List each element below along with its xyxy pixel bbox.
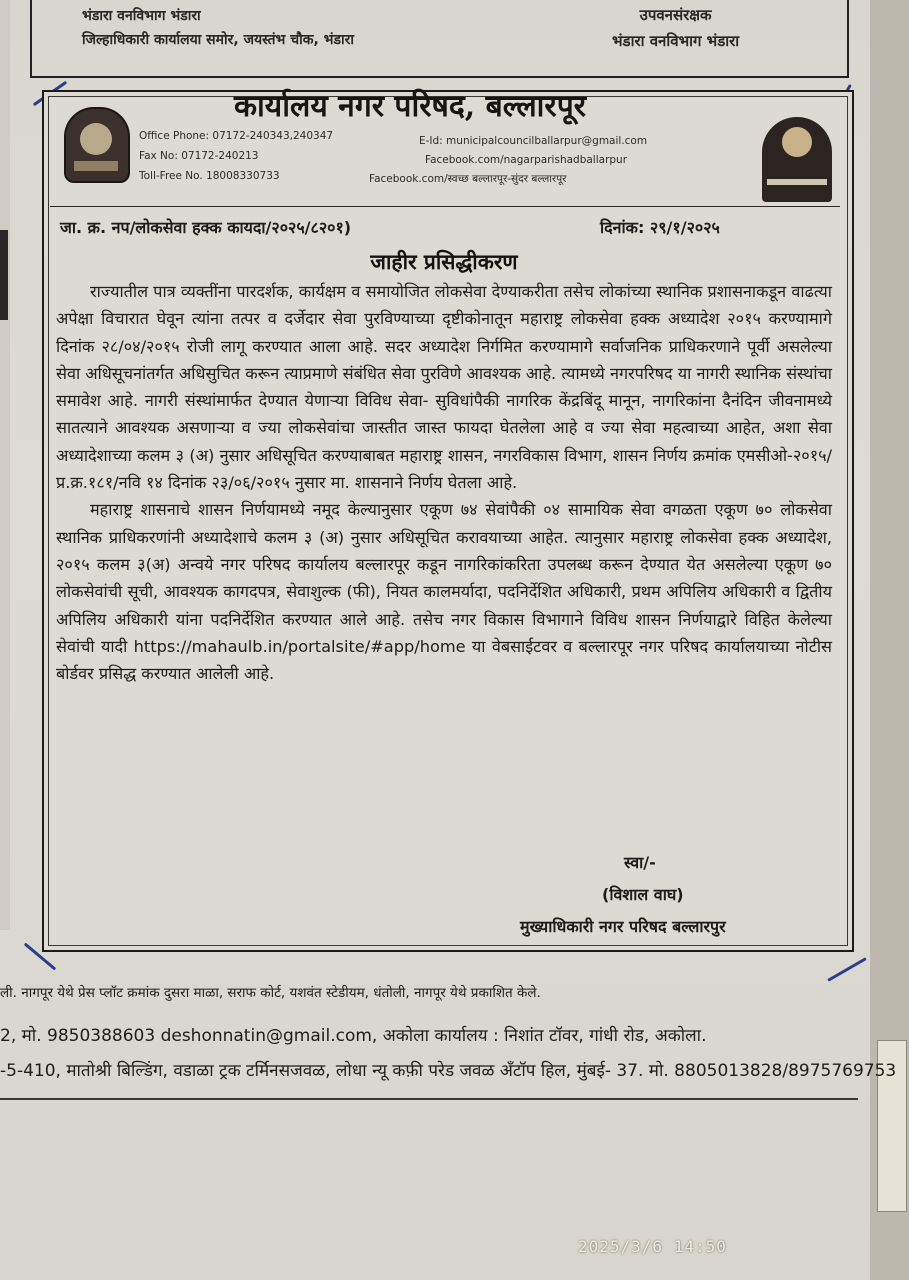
signatory-designation: मुख्याधिकारी नगर परिषद बल्लारपुर — [520, 917, 726, 936]
public-notice — [42, 90, 854, 952]
swachh-logo-icon — [762, 117, 832, 202]
council-emblem-icon — [64, 107, 130, 183]
photo-timestamp: 2025/3/6 14:50 — [578, 1237, 727, 1256]
imprint-line-2: 2, मो. 9850388603 deshonnatin@gmail.com, अकोला कार्यालय : निशांत टॉवर, गांधी रोड, अकोला. — [0, 1026, 707, 1046]
signature-mark: स्वा/- — [624, 853, 656, 872]
imprint-line-3: -5-410, मातोश्री बिल्डिंग, वडाळा ट्रक टर्मिनसजवळ, लोधा न्यू कफ़ी परेड जवळ अँटॉप हिल, मुंबई- 37. मो. 8805013828/8975769753 — [0, 1061, 897, 1081]
imprint-line-1: ली. नागपूर येथे प्रेस प्लॉट क्रमांक दुसरा माळा, सराफ कोर्ट, यशवंत स्टेडीयम, धंतोली, नागपूर येथे प्रकाशित केले. — [0, 985, 541, 1001]
signatory-name: (विशाल वाघ) — [602, 885, 684, 904]
divider — [0, 1098, 858, 1100]
paragraph-2: महाराष्ट्र शासनाचे शासन निर्णयामध्ये नमूद केल्यानुसार एकूण ७४ सेवांपैकी ०४ सामायिक सेवा वगळता एकूण ७० लोकसेवा स्थानिक प्राधिकरणांनी अध्यादेशाचे कलम ३ (अ) नुसार अधिसूचित करावयाच्या आहेत. त्यानुसार महाराष्ट्र लोकसेवा हक्क अध्यादेश, २०१५ कलम ३(अ) अन्वये नगर परिषद कार्यालय बल्लारपूर कडून नागरिकांकरिता उपलब्ध करून देण्यात येत असलेल्या एकूण ७० लोकसेवांची सूची, आवश्यक कागदपत्र, सेवाशुल्क (फी), नियत कालमर्यादा, पदनिर्देशित अधिकारी, प्रथम अपिलिय अधिकारी व द्वितीय अपिलिय अधिकारी यांना पदनिर्देशित करण्यात आले आहे. तसेच नगर विकास विभागाने विविध शासन निर्णयाद्वारे विहित केलेल्या सेवांची यादी https://mahaulb.in/portalsite/#app/home या वेबसाईटवर व बल्लारपूर नगर परिषद कार्यालयाच्या नोटीस बोर्डवर प्रसिद्ध करण्यात आलेली आहे. — [56, 500, 832, 684]
notice-subject: जाहीर प्रसिद्धीकरण — [370, 250, 518, 274]
paragraph-1: राज्यातील पात्र व्यक्तींना पारदर्शक, कार्यक्षम व समायोजित लोकसेवा देण्याकरीता तसेच लोकांच्या स्थानिक प्रशासनाकडून वाढत्या अपेक्षा विचारात घेवून त्यांना तत्पर व दर्जेदार सेवा पुरविण्याच्या दृष्टीकोनातून महाराष्ट्र लोकसेवा हक्क अध्यादेश २०१५ करण्यामागे दिनांक २८/०४/२०१५ रोजी लागू करण्यात आला आहे. सदर अध्यादेश निर्गमित करण्यामागे सर्वाजनिक प्राधिकरणाने पूर्वी असलेल्या सेवा अधिसूचनांतर्गत अधिसुचित करून त्याप्रमाणे संबंधित सेवा पुरविणे आवश्यक आहे. त्यामध्ये नगरपरिषद या नागरी स्थानिक संस्थांचा समावेश आहे. नागरी संस्थांमार्फत देण्यात येणाऱ्या विविध सेवा- सुविधांपैकी नागरिक केंद्रबिंदू मानून, नागरिकांना दैनंदिन जीवनामध्ये सातत्याने आवश्यक असणाऱ्या व ज्या लोकसेवांचा जास्तीत जास्त फायदा घेतलेला आहे व ज्या सेवा महत्वाच्या आहेत, अशा सेवा अध्यादेशाच्या कलम ३ (अ) नुसार अधिसूचित करण्याबाबत महाराष्ट्र शासन, नगरविकास विभाग, शासन निर्णय क्रमांक एमसीओ-२०१५/प्र.क्र.१८१/नवि १४ दिनांक २३/०६/२०१५ नुसार मा. शासनाने निर्णय घेतला आहे. — [56, 282, 833, 493]
contact-phones: Office Phone: 07172-240343,240347 Fax No: 07172-240213 Toll-Free No. 18008330733 — [139, 130, 334, 182]
left-shadow — [0, 230, 8, 320]
notice-header — [44, 89, 844, 237]
notice-date: दिनांक: २९/१/२०२५ — [600, 218, 720, 237]
contact-online: E-Id: municipalcouncilballarpur@gmail.com Facebook.com/nagarparishadballarpur Facebook.com/स्वच्छ बल्लारपूर-सुंदर बल्लारपूर — [369, 135, 648, 185]
divider — [50, 206, 840, 207]
notice-body — [56, 278, 832, 687]
office-title: कार्यालय नगर परिषद, बल्लारपूर — [234, 89, 587, 124]
previous-ad-left: भंडारा वनविभाग भंडारा जिल्हाधिकारी कार्यालया समोर, जयस्तंभ चौक, भंडारा — [82, 8, 354, 48]
reference-number: जा. क्र. नप/लोकसेवा हक्क कायदा/२०२५/८२०१) — [60, 218, 352, 237]
previous-ad-right: उपवनसंरक्षक भंडारा वनविभाग भंडारा — [612, 6, 740, 50]
left-edge — [0, 0, 10, 930]
previous-advertisement — [30, 0, 849, 78]
